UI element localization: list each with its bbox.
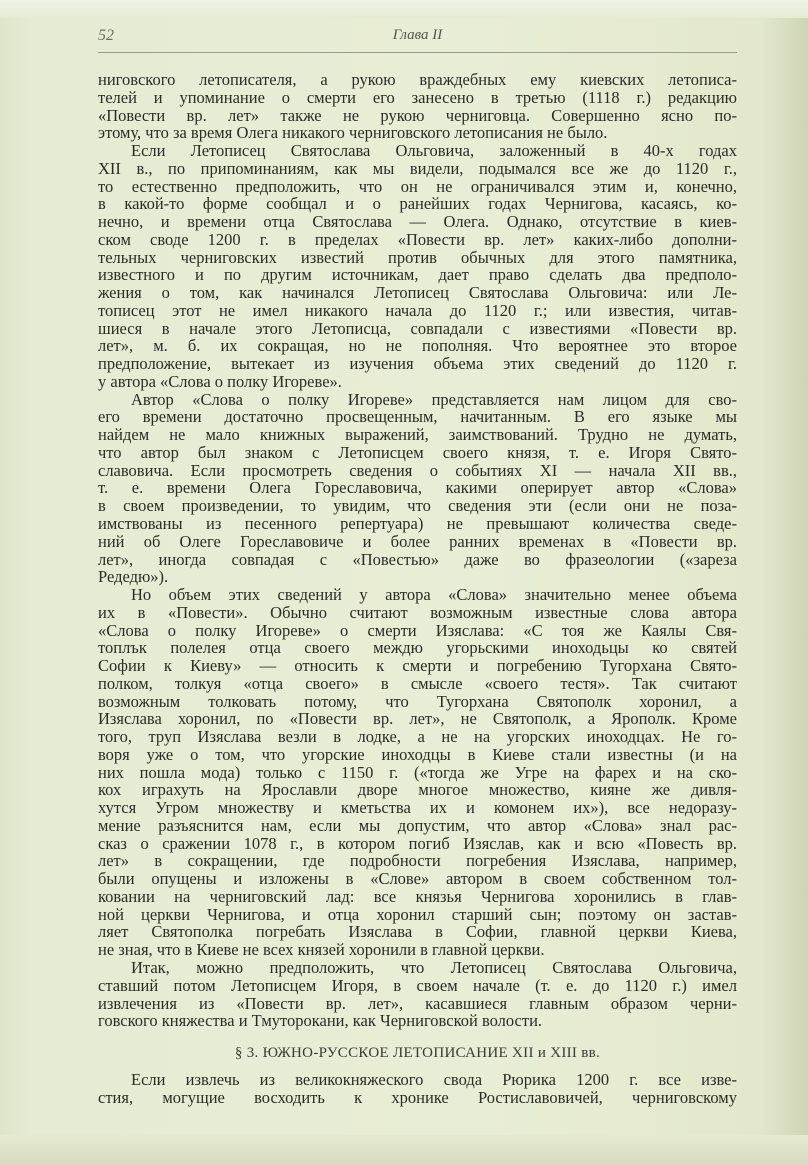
text-line: ной церкви Чернигова, и отца хоронил старший сын; поэтому он застав- xyxy=(98,904,737,924)
text-line: не зная, что в Киеве не всех князей хоронили в главной церкви. xyxy=(98,940,545,960)
text-line: возможным толковать потому, что Тугорхана Святополк хоронил, а xyxy=(98,691,737,711)
text-line: ляет Святополка погребать Изяслава в Софии, главной церкви Киева, xyxy=(98,922,737,942)
text-line: воря уже о том, что угорские иноходцы в Киеве стали известны (и на xyxy=(98,744,737,764)
text-line: что автор был знаком с Летописцем своего князя, т. е. Игоря Свято- xyxy=(98,442,737,462)
text-line: Автор «Слова о полку Игореве» представляется нам лицом для сво- xyxy=(131,389,737,409)
text-line: т. е. времени Олега Гореславовича, какими оперирует автор «Слова» xyxy=(98,478,737,498)
text-line: ском своде 1200 г. в пределах «Повести вр. лет» каких-либо дополни- xyxy=(98,229,737,249)
text-line: «Слова о полку Игореве» о смерти Изяслава: «С тоя же Каялы Свя- xyxy=(98,620,737,640)
text-line: были опущены и изложены в «Слове» автором в своем собственном тол- xyxy=(98,869,737,889)
text-line: известного и по другим источникам, дает право сделать два предполо- xyxy=(98,265,737,285)
text-line: Редедю»). xyxy=(98,567,169,587)
text-line: лет», м. б. их сокращая, но не пополняя. Что вероятнее это второе xyxy=(98,336,737,356)
text-line: топлък полелея отца своего междю угорьскими иноходьцы ко святей xyxy=(98,638,737,658)
text-line: в своем произведении, то увидим, что сведения эти (если они не поза- xyxy=(98,496,737,516)
text-line: найдем не мало книжных выражений, заимствований. Трудно не думать, xyxy=(98,425,737,445)
text-line: хутся Угром множеству и кметьства их и комонем их»), все недоразу- xyxy=(98,798,737,818)
text-line: Если извлечь из великокняжеского свода Рюрика 1200 г. все изве- xyxy=(131,1070,737,1089)
text-line: у автора «Слова о полку Игореве». xyxy=(98,371,342,391)
running-title: Глава II xyxy=(392,27,443,43)
text-line: Софии к Киеву» — относить к смерти и погребению Тугорхана Свято- xyxy=(98,656,737,676)
text-line: XII в., по припоминаниям, как мы видели, подымался все же до 1120 г., xyxy=(98,158,737,178)
text-line: тельных черниговских известий против обычных для этого памятника, xyxy=(98,247,737,267)
text-line: Итак, можно предположить, что Летописец Святослава Ольговича, xyxy=(131,958,737,977)
section-heading: § 3. ЮЖНО-РУССКОЕ ЛЕТОПИСАНИЕ XII и XIII вв. xyxy=(234,1045,601,1061)
text-line: стия, могущие восходить к хронике Ростиславовичей, черниговскому xyxy=(98,1087,737,1107)
text-line: лет» в сокращении, где подробности погребения Изяслава, например, xyxy=(98,851,737,871)
text-line: сказ о сражении 1078 г., в котором погиб Изяслав, как и всю «Повесть вр. xyxy=(98,833,737,853)
text-line: того, труп Изяслава везли в лодке, а не на угорских иноходцах. Не го- xyxy=(98,727,737,747)
text-line: ний об Олеге Гореславовиче и более ранних временах в «Повести вр. xyxy=(98,531,737,551)
text-line: говского княжества и Тмуторокани, как Черниговской волости. xyxy=(98,1011,543,1031)
text-line: них пошла мода) только с 1150 г. («тогда же Угре на фарех и на ско- xyxy=(98,762,737,782)
text-line: тописец этот не имел никакого начала до 1120 г.; или известия, читав- xyxy=(98,300,737,320)
text-line: извлечения из «Повести вр. лет», касавшиеся главным образом черни- xyxy=(98,993,737,1013)
page-edge-bottom xyxy=(0,1135,808,1165)
text-line: Но объем этих сведений у автора «Слова» значительно менее объема xyxy=(131,585,737,605)
text-line: ставший потом Летописцем Игоря, в своем начале (т. е. до 1120 г.) имел xyxy=(98,975,737,995)
text-line: их в «Повести». Обычно считают возможным известные слова автора xyxy=(98,602,737,622)
text-line: имствованы из песенного репертуара) не превышают количества сведе- xyxy=(98,514,737,533)
text-line: то естественно предположить, что он не ограничивался этим и, конечно, xyxy=(98,176,737,196)
text-line: Если Летописец Святослава Ольговича, заложенный в 40-х годах xyxy=(131,141,737,161)
page-edge-top xyxy=(0,0,808,18)
text-line: кох играхуть на Ярославли дворе многое множество, кияне же дивля- xyxy=(98,780,737,800)
text-line: предположение, вытекает из изучения объема этих сведений до 1120 г. xyxy=(98,354,737,374)
text-line: нечно, и времени отца Святослава — Олега. Однако, отсутствие в киев- xyxy=(98,212,737,232)
text-line: лет», иногда совпадая с «Повестью» даже во фразеологии («зареза xyxy=(98,549,737,569)
text-line: шиеся в начале этого Летописца, совпадали с известиями «Повести вр. xyxy=(98,318,737,338)
text-line: жения о том, как начинался Летописец Святослава Ольговича: или Ле- xyxy=(98,283,737,303)
text-line: этому, что за время Олега никакого черниговского летописания не было. xyxy=(98,123,608,143)
text-line: в какой-то форме сообщал и о ранейших годах Чернигова, касаясь, ко- xyxy=(98,194,737,214)
text-line: ковании на черниговский лад: все князья Чернигова хоронились в глав- xyxy=(98,886,737,906)
text-line: славовича. Если просмотреть сведения о событиях XI — начала XII вв., xyxy=(98,460,737,480)
page-number: 52 xyxy=(98,27,114,44)
text-line: его времени достаточно просвещенным, начитанным. В его языке мы xyxy=(98,407,737,427)
text-line: Изяслава хоронил, по «Повести вр. лет», не Святополк, а Ярополк. Кроме xyxy=(98,709,737,729)
text-line: полком, толкуя «отца своего» в смысле «своего тестя». Так считают xyxy=(98,673,737,693)
header-rule xyxy=(98,52,737,53)
text-line: мение разъяснится нам, если мы допустим, что автор «Слова» знал рас- xyxy=(98,815,737,835)
text-line: телей и упоминание о смерти его занесено в третью (1118 г.) редакцию xyxy=(98,87,737,107)
text-line: «Повести вр. лет» также не рукою черниговца. Совершенно ясно по- xyxy=(98,105,737,125)
text-line: ниговского летописателя, а рукою враждебных ему киевских летописа- xyxy=(98,70,737,89)
